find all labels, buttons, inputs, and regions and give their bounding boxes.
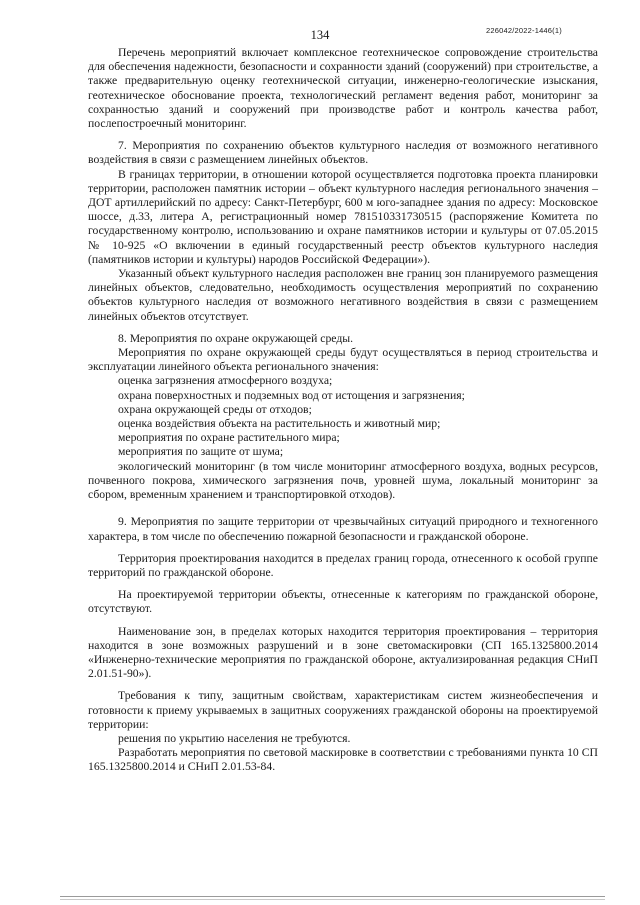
scan-edge-line xyxy=(60,896,605,897)
heading-environment: 8. Мероприятия по охране окружающей среды. xyxy=(118,331,354,345)
document-id: 226042/2022-1446(1) xyxy=(486,26,562,35)
paragraph-civil-defense-group: Территория проектирования находится в пределах границ города, отнесенного к особой группе территорий по гражданской обороне. xyxy=(88,551,598,579)
heading-emergency: 9. Мероприятия по защите территории от чрезвычайных ситуаций природного и техногенного характера, в том числе по обеспечению пожарной безопасности и гражданской обороне. xyxy=(88,515,598,543)
list-item: мероприятия по охране растительного мира; xyxy=(118,431,340,445)
scan-edge-line xyxy=(60,899,605,900)
list-item: экологический мониторинг (в том числе мониторинг атмосферного воздуха, водных ресурсов, почвенного покрова, химического загрязнения почв, уровней шума, локальный мониторинг за сбором, временным хранением и транспортировкой отходов). xyxy=(88,459,598,502)
list-item: оценка загрязнения атмосферного воздуха; xyxy=(118,374,333,388)
list-item: охрана поверхностных и подземных вод от истощения и загрязнения; xyxy=(118,388,465,402)
paragraph-zones: Наименование зон, в пределах которых находится территория проектирования – территория находится в зоне возможных разрушений и в зоне светомаскировки (СП 165.1325800.2014 «Инженерно-технические мероприятия по гражданской обороне, актуализированная редакция СНиП 2.01.51-90»). xyxy=(88,624,598,681)
paragraph-light-masking: Разработать мероприятия по световой маскировке в соответствии с требованиями пункта 10 СП 165.1325800.2014 и СНиП 2.01.53-84. xyxy=(88,746,598,774)
heading-cultural-heritage: 7. Мероприятия по сохранению объектов культурного наследия от возможного негативного воздействия в связи с размещением линейных объектов. xyxy=(88,139,598,167)
paragraph-geotech: Перечень мероприятий включает комплексное геотехническое сопровождение строительства для обеспечения надежности, безопасности и сохранности зданий (сооружений) при строительстве, а также предварительную оценку геотехнической ситуации, инженерно-геологические изыскания, геотехническое обоснование проекта, технологический регламент ведения работ, мониторинг за сохранностью зданий и сооружений при производстве работ и контроль качества работ, послепостроечный мониторинг. xyxy=(88,46,598,131)
list-item: оценка воздействия объекта на растительность и животный мир; xyxy=(118,417,441,431)
paragraph-monument-conclusion: Указанный объект культурного наследия расположен вне границ зон планируемого размещения линейных объектов, следовательно, необходимость осуществления мероприятий по сохранению объектов культурного наследия от возможного негативного воздействия в связи с размещением линейных объектов отсутствует. xyxy=(88,267,598,323)
list-item: мероприятия по защите от шума; xyxy=(118,445,284,459)
list-item: охрана окружающей среды от отходов; xyxy=(118,402,312,416)
paragraph-shelter-decision: решения по укрытию населения не требуются. xyxy=(118,731,351,745)
paragraph-environment-intro: Мероприятия по охране окружающей среды будут осуществляться в период строительства и эксплуатации линейного объекта регионального значения: xyxy=(88,346,598,374)
paragraph-monument: В границах территории, в отношении которой осуществляется подготовка проекта планировки территории, расположен памятник истории – объект культурного наследия регионального значения – ДОТ артиллерийский по адресу: Санкт-Петербург, 600 м юго-западнее здания по адресу: Московское шоссе, д.33, литера А, регистрационный номер 781510331730515 (распоряжение Комитета по государственному контролю, использованию и охране памятников истории и культуры от 07.05.2015 № 10-925 «О включении в единый государственный реестр объектов культурного наследия (памятников истории и культуры) народов Российской Федерации»). xyxy=(88,167,598,266)
document-body xyxy=(88,46,598,775)
paragraph-civil-defense-objects: На проектируемой территории объекты, отнесенные к категориям по гражданской обороне, отсутствуют. xyxy=(88,588,598,616)
page-number: 134 xyxy=(310,28,330,42)
paragraph-shelter-requirements: Требования к типу, защитным свойствам, характеристикам систем жизнеобеспечения и готовности к приему укрываемых в защитных сооружениях гражданской обороны на проектируемой территории: xyxy=(88,689,598,731)
